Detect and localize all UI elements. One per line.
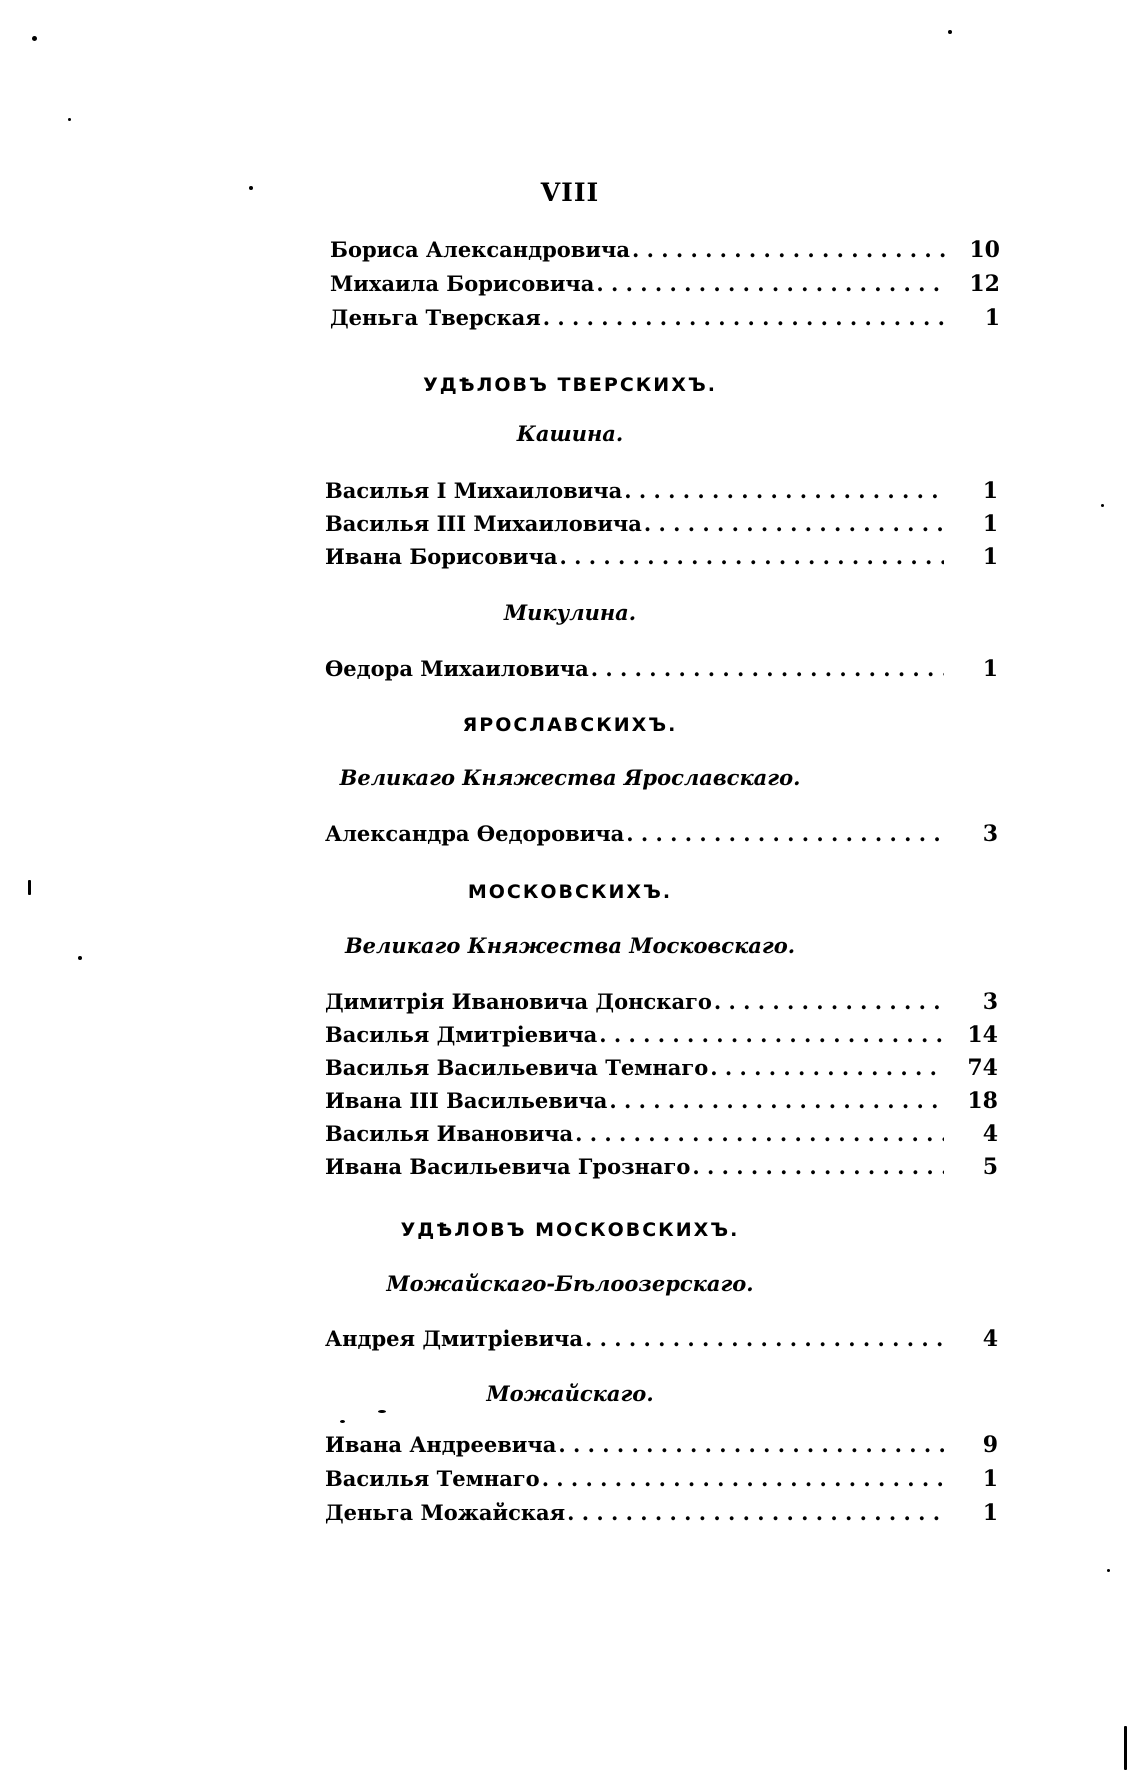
entry-label: Василья Ивановича bbox=[325, 1121, 574, 1146]
list-item bbox=[325, 478, 998, 510]
entry-label: Василья Дмитріевича bbox=[325, 1022, 598, 1047]
entry-count: 1 bbox=[982, 656, 998, 682]
entry-count: 1 bbox=[982, 1466, 998, 1492]
entry-count: 14 bbox=[967, 1022, 998, 1048]
entry-count: 1 bbox=[982, 478, 998, 504]
entry-count: 1 bbox=[982, 544, 998, 570]
leader-dots bbox=[565, 1500, 944, 1525]
leader-dots bbox=[642, 511, 944, 536]
page-number: VIII bbox=[540, 178, 600, 207]
scan-speck bbox=[68, 118, 71, 121]
leader-dots bbox=[622, 478, 944, 503]
entry-label: Александра Өедоровича bbox=[325, 821, 625, 846]
entry-label: Василья III Михаиловича bbox=[325, 511, 642, 536]
scan-speck bbox=[948, 30, 952, 34]
entry-count: 12 bbox=[969, 271, 1000, 297]
section-heading: УДѢЛОВЪ ТВЕРСКИХЪ. bbox=[423, 374, 717, 396]
list-item bbox=[325, 1500, 998, 1532]
entry-label: Деньга Можайская bbox=[325, 1500, 566, 1525]
leader-dots bbox=[708, 1055, 944, 1080]
entry-label: Деньга Тверская bbox=[330, 305, 541, 330]
entry-count: 74 bbox=[967, 1055, 998, 1081]
leader-dots bbox=[556, 1432, 944, 1457]
subsection-title: Можайскаго-Бѣлоозерскаго. bbox=[386, 1271, 754, 1296]
list-item bbox=[325, 1154, 998, 1186]
entry-label: Ивана Борисовича bbox=[325, 544, 558, 569]
leader-dots bbox=[624, 821, 944, 846]
leader-dots bbox=[557, 544, 944, 569]
entry-label: Андрея Дмитріевича bbox=[325, 1326, 584, 1351]
entry-label: Василья I Михаиловича bbox=[325, 478, 623, 503]
list-item bbox=[330, 305, 1000, 337]
list-item bbox=[325, 1326, 998, 1358]
leader-dots bbox=[583, 1326, 944, 1351]
list-item bbox=[325, 1466, 998, 1498]
subsection-title: Можайскаго. bbox=[486, 1381, 654, 1406]
list-item bbox=[325, 821, 998, 853]
scan-speck bbox=[378, 1410, 386, 1413]
entry-count: 5 bbox=[982, 1154, 998, 1180]
leader-dots bbox=[712, 989, 944, 1014]
list-item bbox=[325, 1088, 998, 1120]
section-heading: ЯРОСЛАВСКИХЪ. bbox=[462, 714, 678, 736]
section-heading: УДѢЛОВЪ МОСКОВСКИХЪ. bbox=[400, 1219, 740, 1241]
entry-label: Василья Темнаго bbox=[325, 1466, 540, 1491]
list-item bbox=[325, 989, 998, 1021]
entry-label: Димитрія Ивановича Донскаго bbox=[325, 989, 712, 1014]
leader-dots bbox=[594, 271, 946, 296]
list-item bbox=[325, 1022, 998, 1054]
scan-speck bbox=[1107, 1569, 1110, 1572]
leader-dots bbox=[690, 1154, 944, 1179]
scan-speck bbox=[78, 956, 82, 960]
entry-count: 18 bbox=[967, 1088, 998, 1114]
scan-speck bbox=[249, 186, 253, 190]
list-item bbox=[325, 656, 998, 688]
subsection-title: Микулина. bbox=[503, 600, 637, 625]
list-item bbox=[330, 271, 1000, 303]
entry-count: 9 bbox=[982, 1432, 998, 1458]
list-item bbox=[325, 511, 998, 543]
leader-dots bbox=[597, 1022, 944, 1047]
entry-label: Василья Васильевича Темнаго bbox=[325, 1055, 709, 1080]
entry-count: 1 bbox=[982, 511, 998, 537]
leader-dots bbox=[630, 237, 946, 262]
entry-label: Михаила Борисовича bbox=[330, 271, 595, 296]
scan-speck bbox=[28, 880, 31, 895]
entry-count: 1 bbox=[984, 305, 1000, 331]
leader-dots bbox=[589, 656, 944, 681]
list-item bbox=[325, 1432, 998, 1464]
list-item bbox=[325, 1055, 998, 1087]
leader-dots bbox=[541, 305, 946, 330]
list-item bbox=[325, 1121, 998, 1153]
entry-label: Ивана Васильевича Грознаго bbox=[325, 1154, 691, 1179]
entry-count: 4 bbox=[982, 1326, 998, 1352]
entry-count: 4 bbox=[982, 1121, 998, 1147]
entry-label: Бориса Александровича bbox=[330, 237, 630, 262]
list-item bbox=[330, 237, 1000, 269]
entry-count: 10 bbox=[969, 237, 1000, 263]
leader-dots bbox=[607, 1088, 944, 1113]
list-item bbox=[325, 544, 998, 576]
scan-speck bbox=[1124, 1726, 1127, 1770]
scan-speck bbox=[32, 36, 37, 41]
entry-label: Өедора Михаиловича bbox=[325, 656, 589, 681]
entry-label: Ивана III Васильевича bbox=[325, 1088, 608, 1113]
entry-count: 3 bbox=[982, 989, 998, 1015]
subsection-title: Кашина. bbox=[516, 421, 624, 446]
leader-dots bbox=[573, 1121, 944, 1146]
scan-speck bbox=[1101, 504, 1104, 507]
entry-label: Ивана Андреевича bbox=[325, 1432, 557, 1457]
entry-count: 1 bbox=[982, 1500, 998, 1526]
leader-dots bbox=[540, 1466, 944, 1491]
section-heading: МОСКОВСКИХЪ. bbox=[467, 881, 673, 903]
subsection-title: Великаго Княжества Ярославскаго. bbox=[339, 765, 801, 790]
entry-count: 3 bbox=[982, 821, 998, 847]
scan-speck bbox=[340, 1420, 345, 1423]
subsection-title: Великаго Княжества Московскаго. bbox=[344, 933, 796, 958]
